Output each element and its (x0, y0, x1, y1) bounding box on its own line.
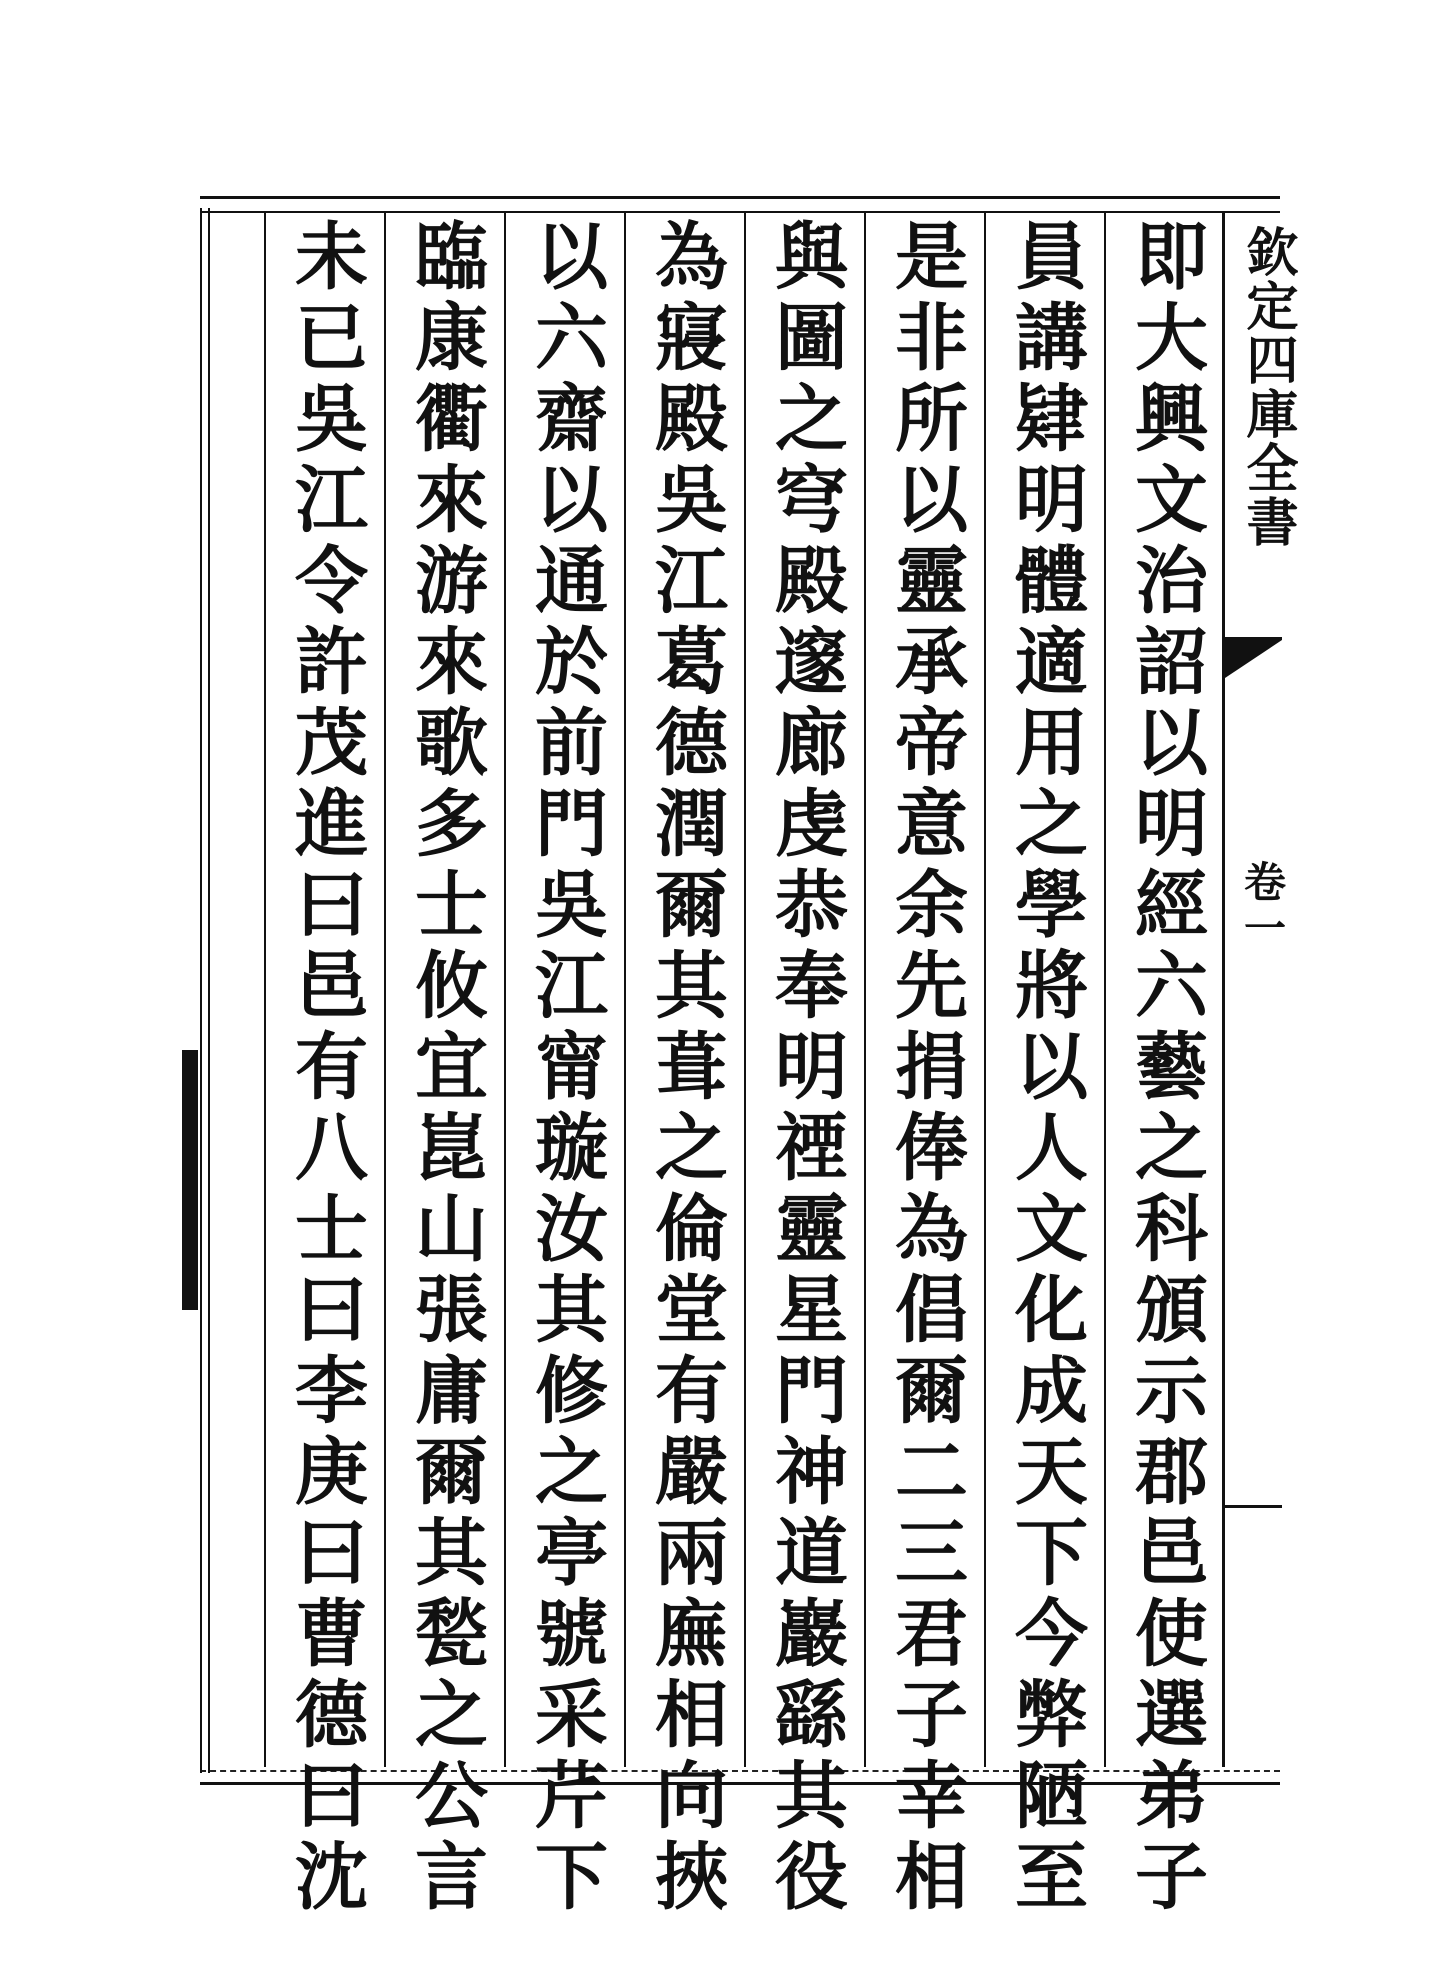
text-column-4 (744, 212, 864, 1919)
text-column-1 (1104, 212, 1224, 1919)
frame-top-border (200, 196, 1280, 213)
column-text: 為寢殿吳江葛德潤爾其葺之倫堂有嚴兩廡相向挾 (642, 218, 728, 1919)
text-column-6 (504, 212, 624, 1919)
column-text: 臨康衢來游來歌多士攸宜崑山張庸爾其甃之公言 (402, 218, 488, 1919)
text-column-2 (984, 212, 1104, 1919)
column-text: 是非所以靈承帝意余先捐俸為倡爾二三君子幸相 (882, 218, 968, 1919)
column-text: 員講肄明體適用之學將以人文化成天下今弊陋至 (1002, 218, 1088, 1919)
fish-tail-mark (1222, 640, 1282, 680)
margin-tick (1222, 1505, 1282, 1508)
text-column-3 (864, 212, 984, 1919)
text-column-5 (624, 212, 744, 1919)
frame-left-border (200, 208, 210, 1773)
volume-label: 卷一 (1238, 860, 1287, 952)
text-column-8 (264, 212, 384, 1919)
binding-mark (182, 1050, 198, 1310)
column-text: 即大興文治詔以明經六藝之科頒示郡邑使選弟子 (1122, 218, 1208, 1919)
column-text: 未已吳江令許茂進曰邑有八士曰李庚曰曹德曰沈 (282, 218, 368, 1919)
text-column-7 (384, 212, 504, 1919)
book-title: 欽定四庫全書 (1237, 225, 1298, 549)
column-text: 以六齋以通於前門吳江甯璇汝其修之亭號采芹下 (522, 218, 608, 1919)
column-text: 與圖之穹殿邃廊虔恭奉明禋靈星門神道巖繇其役 (762, 218, 848, 1919)
